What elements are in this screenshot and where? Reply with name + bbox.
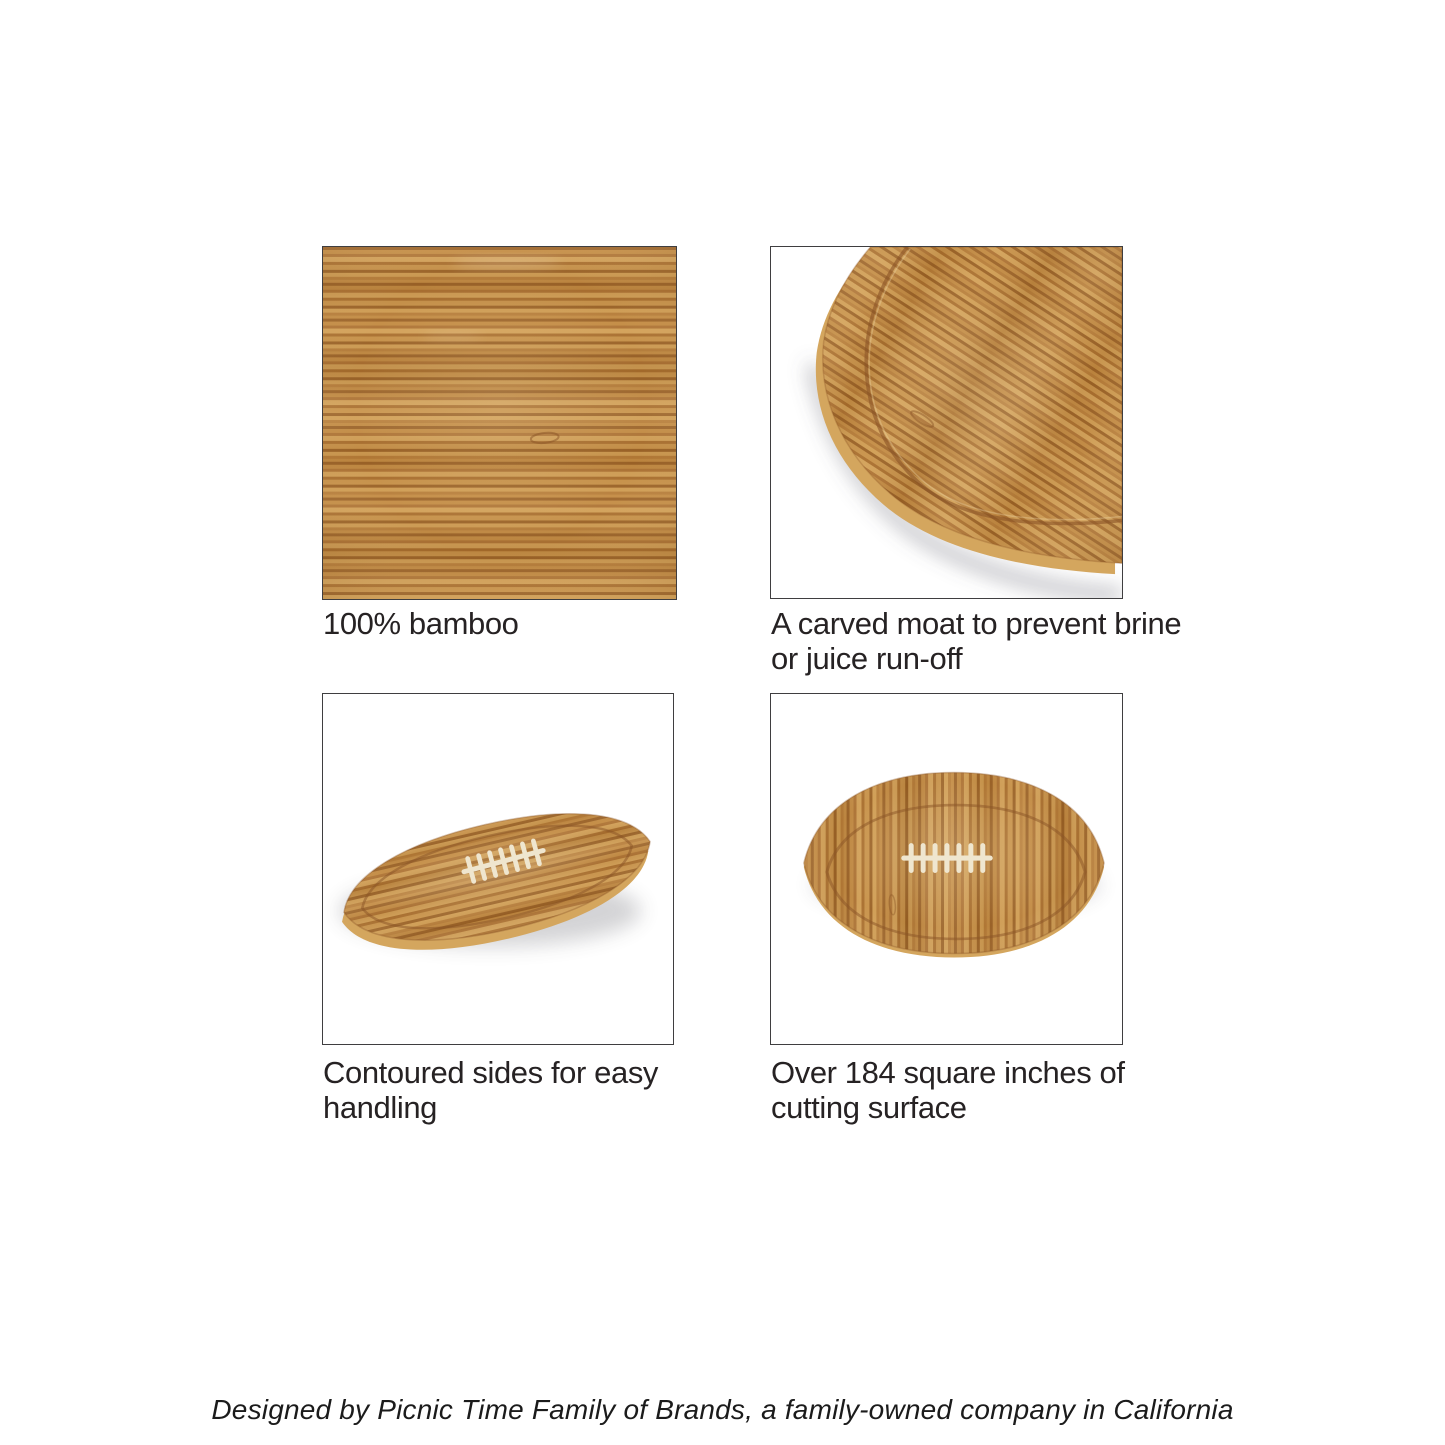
- wood-scuff: [452, 258, 561, 268]
- caption-cutting-surface: Over 184 square inches of cutting surface: [771, 1055, 1125, 1125]
- wood-scuff: [422, 333, 482, 341]
- designed-by-footer: Designed by Picnic Time Family of Brands, a family-owned company in California: [211, 1394, 1234, 1425]
- moat-board-image: [771, 247, 1122, 598]
- caption-bamboo-material: 100% bamboo: [323, 606, 519, 641]
- feature-panel-carved-moat: [770, 246, 1123, 599]
- feature-panel-bamboo-material: [322, 246, 677, 600]
- caption-contoured-sides: Contoured sides for easy handling: [323, 1055, 659, 1125]
- bamboo-grain-image: [323, 247, 676, 599]
- feature-panel-cutting-surface: [770, 693, 1123, 1045]
- football-board-topview: [804, 773, 1104, 958]
- caption-carved-moat: A carved moat to prevent brine or juice run-off: [771, 606, 1182, 676]
- topview-board-image: [771, 694, 1122, 1044]
- angled-board-image: [323, 694, 673, 1044]
- feature-panel-contoured-sides: [322, 693, 674, 1045]
